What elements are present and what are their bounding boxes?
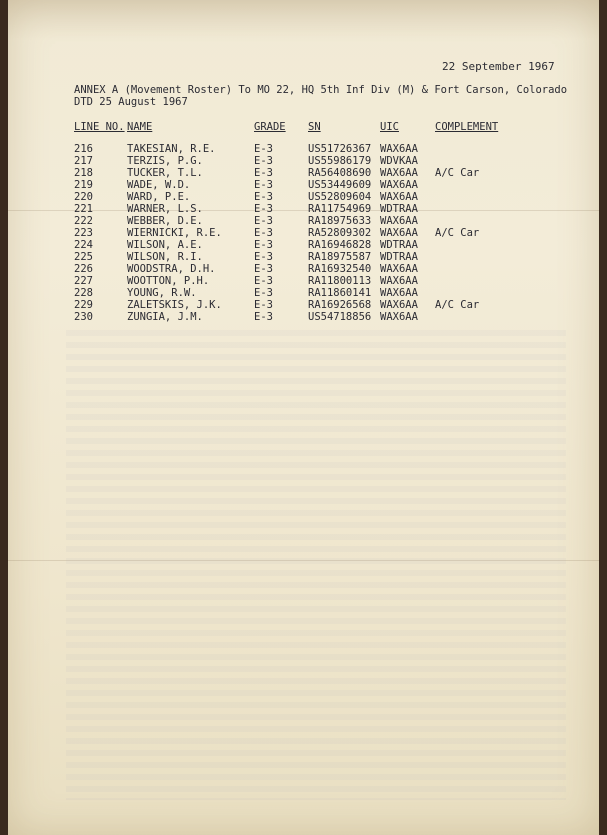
cell-grade: E-3 <box>254 215 273 227</box>
cell-sn: RA11800113 <box>308 275 372 287</box>
cell-name: WOOTTON, P.H. <box>127 275 210 287</box>
cell-uic: WAX6AA <box>380 311 418 323</box>
cell-name: WILSON, R.I. <box>127 251 203 263</box>
cell-line-no: 220 <box>74 191 93 203</box>
cell-uic: WAX6AA <box>380 167 418 179</box>
table-row <box>8 311 599 323</box>
cell-line-no: 228 <box>74 287 93 299</box>
cell-uic: WAX6AA <box>380 263 418 275</box>
header-complement: COMPLEMENT <box>435 121 499 133</box>
cell-complement: A/C Car <box>435 227 480 239</box>
cell-name: WILSON, A.E. <box>127 239 203 251</box>
cell-sn: US54718856 <box>308 311 372 323</box>
cell-line-no: 225 <box>74 251 93 263</box>
cell-line-no: 227 <box>74 275 93 287</box>
cell-uic: WAX6AA <box>380 227 418 239</box>
cell-name: YOUNG, R.W. <box>127 287 197 299</box>
cell-grade: E-3 <box>254 227 273 239</box>
cell-name: TUCKER, T.L. <box>127 167 203 179</box>
cell-line-no: 230 <box>74 311 93 323</box>
cell-grade: E-3 <box>254 167 273 179</box>
cell-name: ZUNGIA, J.M. <box>127 311 203 323</box>
document-date: 22 September 1967 <box>442 60 555 73</box>
cell-name: ZALETSKIS, J.K. <box>127 299 222 311</box>
cell-uic: WDVKAA <box>380 155 418 167</box>
table-row <box>8 191 599 203</box>
cell-line-no: 216 <box>74 143 93 155</box>
cell-line-no: 219 <box>74 179 93 191</box>
cell-complement: A/C Car <box>435 167 480 179</box>
cell-grade: E-3 <box>254 299 273 311</box>
annex-title: ANNEX A (Movement Roster) To MO 22, HQ 5th Inf Div (M) & Fort Carson, Colorado <box>74 84 568 96</box>
cell-name: TERZIS, P.G. <box>127 155 203 167</box>
header-line-no: LINE NO. <box>74 121 125 133</box>
cell-uic: WAX6AA <box>380 179 418 191</box>
cell-sn: US52809604 <box>308 191 372 203</box>
cell-sn: RA11754969 <box>308 203 372 215</box>
table-row <box>8 227 599 239</box>
cell-grade: E-3 <box>254 155 273 167</box>
cell-name: TAKESIAN, R.E. <box>127 143 216 155</box>
cell-sn: RA16946828 <box>308 239 372 251</box>
cell-line-no: 226 <box>74 263 93 275</box>
cell-sn: US55986179 <box>308 155 372 167</box>
table-row <box>8 239 599 251</box>
cell-line-no: 222 <box>74 215 93 227</box>
cell-grade: E-3 <box>254 203 273 215</box>
cell-complement: A/C Car <box>435 299 480 311</box>
table-row <box>8 167 599 179</box>
cell-name: WEBBER, D.E. <box>127 215 203 227</box>
cell-line-no: 217 <box>74 155 93 167</box>
table-row <box>8 287 599 299</box>
cell-name: WADE, W.D. <box>127 179 191 191</box>
cell-sn: RA18975587 <box>308 251 372 263</box>
cell-line-no: 221 <box>74 203 93 215</box>
bleed-through-text <box>66 330 566 800</box>
cell-grade: E-3 <box>254 263 273 275</box>
cell-sn: RA18975633 <box>308 215 372 227</box>
cell-uic: WAX6AA <box>380 191 418 203</box>
cell-line-no: 224 <box>74 239 93 251</box>
table-row <box>8 299 599 311</box>
roster-table <box>8 143 599 323</box>
table-row <box>8 275 599 287</box>
annex-dated: DTD 25 August 1967 <box>74 96 188 108</box>
cell-sn: RA52809302 <box>308 227 372 239</box>
cell-sn: US51726367 <box>308 143 372 155</box>
cell-sn: RA16932540 <box>308 263 372 275</box>
header-sn: SN <box>308 121 321 133</box>
table-row <box>8 179 599 191</box>
table-row <box>8 215 599 227</box>
cell-grade: E-3 <box>254 143 273 155</box>
cell-sn: RA56408690 <box>308 167 372 179</box>
cell-grade: E-3 <box>254 191 273 203</box>
cell-line-no: 218 <box>74 167 93 179</box>
roster-page <box>8 0 599 835</box>
cell-sn: RA16926568 <box>308 299 372 311</box>
cell-name: WARD, P.E. <box>127 191 191 203</box>
cell-grade: E-3 <box>254 179 273 191</box>
cell-uic: WAX6AA <box>380 287 418 299</box>
cell-uic: WAX6AA <box>380 143 418 155</box>
table-row <box>8 263 599 275</box>
cell-sn: RA11860141 <box>308 287 372 299</box>
cell-grade: E-3 <box>254 311 273 323</box>
cell-line-no: 229 <box>74 299 93 311</box>
table-row <box>8 203 599 215</box>
cell-name: WARNER, L.S. <box>127 203 203 215</box>
cell-grade: E-3 <box>254 275 273 287</box>
header-uic: UIC <box>380 121 399 133</box>
cell-grade: E-3 <box>254 239 273 251</box>
cell-name: WOODSTRA, D.H. <box>127 263 216 275</box>
cell-name: WIERNICKI, R.E. <box>127 227 222 239</box>
cell-uic: WDTRAA <box>380 251 418 263</box>
cell-grade: E-3 <box>254 287 273 299</box>
table-row <box>8 143 599 155</box>
table-row <box>8 155 599 167</box>
cell-uic: WAX6AA <box>380 299 418 311</box>
cell-line-no: 223 <box>74 227 93 239</box>
cell-uic: WAX6AA <box>380 215 418 227</box>
header-name: NAME <box>127 121 153 133</box>
cell-uic: WAX6AA <box>380 275 418 287</box>
table-row <box>8 251 599 263</box>
cell-uic: WDTRAA <box>380 203 418 215</box>
cell-grade: E-3 <box>254 251 273 263</box>
cell-sn: US53449609 <box>308 179 372 191</box>
cell-uic: WDTRAA <box>380 239 418 251</box>
header-grade: GRADE <box>254 121 286 133</box>
